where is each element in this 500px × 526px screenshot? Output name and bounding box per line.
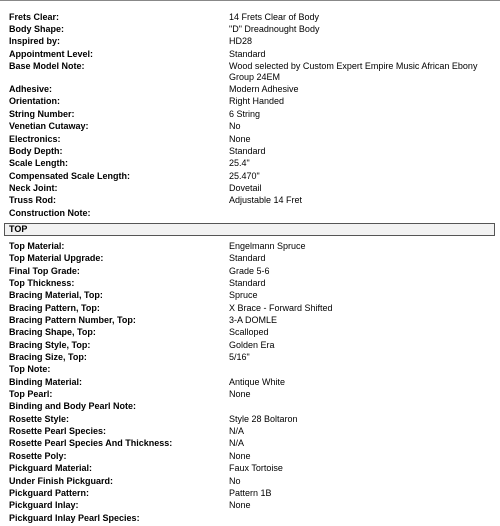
spec-label: Inspired by:	[9, 36, 61, 46]
spec-value: Faux Tortoise	[229, 463, 283, 473]
spec-label: Pickguard Pattern:	[9, 488, 90, 498]
spec-label: Top Thickness:	[9, 278, 75, 288]
spec-value: None	[229, 451, 251, 461]
spec-value: Antique White	[229, 377, 286, 387]
spec-value: "D" Dreadnought Body	[229, 24, 320, 34]
spec-label: Body Depth:	[9, 146, 63, 156]
spec-label: Bracing Shape, Top:	[9, 327, 96, 337]
spec-label: Body Shape:	[9, 24, 65, 34]
spec-value: Standard	[229, 253, 266, 263]
spec-label: Neck Joint:	[9, 183, 58, 193]
spec-label: Frets Clear:	[9, 12, 60, 22]
spec-value: X Brace - Forward Shifted	[229, 303, 333, 313]
spec-label: Binding Material:	[9, 377, 83, 387]
spec-label: Venetian Cutaway:	[9, 121, 89, 131]
spec-label: Adhesive:	[9, 84, 53, 94]
spec-value: 14 Frets Clear of Body	[229, 12, 320, 22]
spec-label: Truss Rod:	[9, 195, 57, 205]
spec-value: Engelmann Spruce	[229, 241, 306, 251]
spec-label: Pickguard Material:	[9, 463, 93, 473]
spec-label: Rosette Pearl Species And Thickness:	[9, 438, 173, 448]
spec-label: Compensated Scale Length:	[9, 171, 131, 181]
spec-label: Electronics:	[9, 134, 61, 144]
spec-label: String Number:	[9, 109, 75, 119]
spec-label: Bracing Pattern Number, Top:	[9, 315, 136, 325]
spec-value: Adjustable 14 Fret	[229, 195, 303, 205]
spec-value: 3-A DOMLE	[229, 315, 278, 325]
spec-value: 6 String	[229, 109, 261, 119]
spec-label: Rosette Poly:	[9, 451, 67, 461]
spec-value: Standard	[229, 49, 266, 59]
spec-value: 5/16"	[229, 352, 250, 362]
spec-label: Under Finish Pickguard:	[9, 476, 114, 486]
spec-label: Appointment Level:	[9, 49, 94, 59]
spec-value: None	[229, 134, 251, 144]
spec-value: Right Handed	[229, 96, 285, 106]
spec-value: Wood selected by Custom Expert Empire Music African Ebony Group 24EM	[229, 61, 478, 82]
spec-value: Scalloped	[229, 327, 269, 337]
spec-label: Bracing Size, Top:	[9, 352, 87, 362]
spec-label: Bracing Material, Top:	[9, 290, 103, 300]
spec-value: None	[229, 389, 251, 399]
spec-label: Bracing Style, Top:	[9, 340, 91, 350]
spec-label: Top Material:	[9, 241, 65, 251]
spec-label: Final Top Grade:	[9, 266, 80, 276]
spec-label: Construction Note:	[9, 208, 91, 218]
spec-label: Pickguard Inlay Pearl Species:	[9, 513, 140, 523]
spec-label: Top Note:	[9, 364, 51, 374]
spec-label: Scale Length:	[9, 158, 69, 168]
spec-value: N/A	[229, 438, 245, 448]
spec-label: Rosette Style:	[9, 414, 70, 424]
top-rule	[0, 0, 500, 1]
spec-label: Top Material Upgrade:	[9, 253, 104, 263]
spec-label: Binding and Body Pearl Note:	[9, 401, 137, 411]
spec-value: Grade 5-6	[229, 266, 270, 276]
spec-value: No	[229, 476, 241, 486]
spec-label: Base Model Note:	[9, 61, 85, 71]
spec-value: 25.4"	[229, 158, 250, 168]
section-header-top: TOP	[4, 223, 495, 236]
spec-value: N/A	[229, 426, 245, 436]
spec-value: Modern Adhesive	[229, 84, 299, 94]
spec-value: Spruce	[229, 290, 258, 300]
spec-value: 25.470"	[229, 171, 260, 181]
spec-value: None	[229, 500, 251, 510]
spec-value: Pattern 1B	[229, 488, 272, 498]
spec-value: HD28	[229, 36, 253, 46]
spec-value: Style 28 Boltaron	[229, 414, 298, 424]
spec-value: Standard	[229, 278, 266, 288]
spec-label: Bracing Pattern, Top:	[9, 303, 100, 313]
spec-value: No	[229, 121, 241, 131]
spec-label: Top Pearl:	[9, 389, 53, 399]
spec-label: Rosette Pearl Species:	[9, 426, 107, 436]
spec-value: Dovetail	[229, 183, 262, 193]
spec-value: Golden Era	[229, 340, 275, 350]
spec-value: Standard	[229, 146, 266, 156]
spec-label: Orientation:	[9, 96, 60, 106]
spec-label: Pickguard Inlay:	[9, 500, 79, 510]
